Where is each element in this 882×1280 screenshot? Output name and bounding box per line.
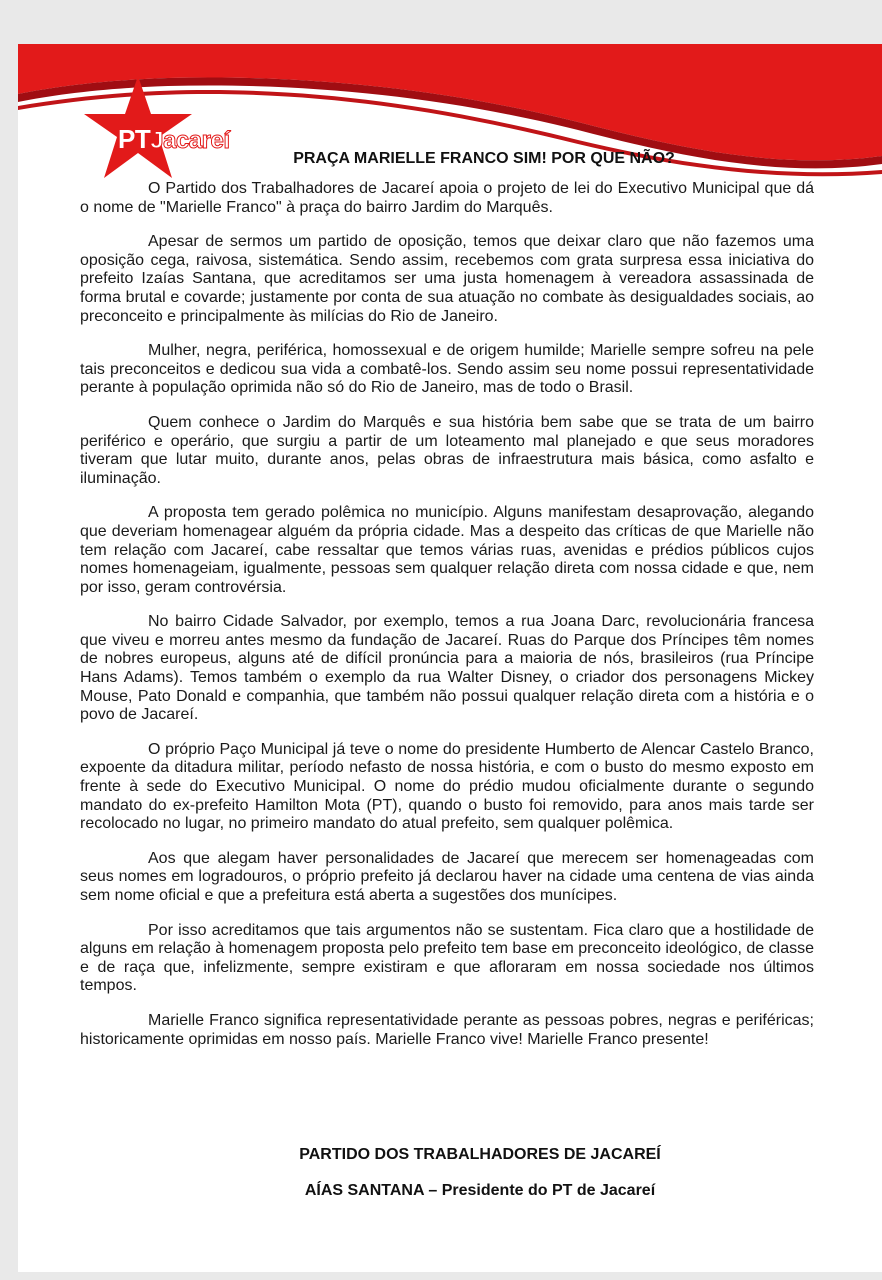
paragraph: No bairro Cidade Salvador, por exemplo, temos a rua Joana Darc, revolucionária francesa que viveu e morreu antes mesmo da fundação de Jacareí. Ruas do Parque dos Príncipes têm nomes de nobres europeus, alguns até de difícil pronúncia para a maioria de nós, brasileiros (rua Príncipe Hans Adams). Temos também o exemplo da rua Walter Disney, o criador dos personagens Mickey Mouse, Pato Donald e companhia, que também não possui qualquer relação direta com a história e o povo de Jacareí. <box>80 613 814 724</box>
logo-pt: PT <box>118 124 151 154</box>
signature-party <box>18 1146 882 1164</box>
paragraph: Quem conhece o Jardim do Marquês e sua história bem sabe que se trata de um bairro periférico e operário, que surgiu a partir de um loteamento mal planejado e que seus moradores tiveram que lutar muito, durante anos, pelas obras de infraestrutura mais básica, como asfalto e iluminação. <box>80 413 814 487</box>
document-body <box>80 180 814 1065</box>
signature-president <box>18 1182 882 1200</box>
paragraph: O próprio Paço Municipal já teve o nome do presidente Humberto de Alencar Castelo Branco, expoente da ditadura militar, período nefasto de nossa história, e com o busto do mesmo exposto em frente à sede do Executivo Municipal. O nome do prédio mudou oficialmente durante o segundo mandato do ex-prefeito Hamilton Mota (PT), quando o busto foi removido, para anos mais tarde ser recolocado no lugar, no primeiro mandato do atual prefeito, sem qualquer polêmica. <box>80 740 814 833</box>
paragraph: Por isso acreditamos que tais argumentos não se sustentam. Fica claro que a hostilidade de alguns em relação à homenagem proposta pelo prefeito tem base em preconceito ideológico, de classe e de raça que, infelizmente, sempre existiram e que afloraram em nossa sociedade nos últimos tempos. <box>80 921 814 995</box>
document-page <box>18 44 882 1272</box>
paragraph: O Partido dos Trabalhadores de Jacareí apoia o projeto de lei do Executivo Municipal que dá o nome de "Marielle Franco" à praça do bairro Jardim do Marquês. <box>80 180 814 216</box>
paragraph: Mulher, negra, periférica, homossexual e de origem humilde; Marielle sempre sofreu na pele tais preconceitos e dedicou sua vida a combatê-los. Sendo assim seu nome possui representatividade perante à população oprimida não só do Rio de Janeiro, mas de todo o Brasil. <box>80 342 814 397</box>
paragraph: A proposta tem gerado polêmica no município. Alguns manifestam desaprovação, alegando que deveriam homenagear alguém da própria cidade. Mas a despeito das críticas de que Marielle não tem relação com Jacareí, cabe ressaltar que temos várias ruas, avenidas e prédios públicos cujos nomes homenageiam, igualmente, pessoas sem qualquer relação direta com nossa cidade e que, nem por isso, geram controvérsia. <box>80 504 814 596</box>
logo-city: Jacareí <box>150 127 230 154</box>
document-title-text: PRAÇA MARIELLE FRANCO SIM! POR QUE NÃO? <box>293 150 675 167</box>
paragraph: Apesar de sermos um partido de oposição, temos que deixar claro que não fazemos uma oposição cega, raivosa, sistemática. Sendo assim, recebemos com grata surpresa essa iniciativa do prefeito Izaías Santana, que acreditamos ser uma justa homenagem à vereadora assassinada de forma brutal e covarde; justamente por conta de sua atuação no combate às desigualdades sociais, ao preconceito e principalmente às milícias do Rio de Janeiro. <box>80 233 814 325</box>
paragraph: Marielle Franco significa representatividade perante as pessoas pobres, negras e periféricas; historicamente oprimidas em nosso país. Marielle Franco vive! Marielle Franco presente! <box>80 1011 814 1048</box>
document-title <box>18 150 882 168</box>
signature-president-text: AÍAS SANTANA – Presidente do PT de Jacareí <box>304 1182 656 1199</box>
signature-party-text: PARTIDO DOS TRABALHADORES DE JACAREÍ <box>299 1146 661 1163</box>
paragraph: Aos que alegam haver personalidades de Jacareí que merecem ser homenageadas com seus nomes em logradouros, o próprio prefeito já declarou haver na cidade uma centena de vias ainda sem nome oficial e que a prefeitura está aberta a sugestões dos munícipes. <box>80 849 814 904</box>
